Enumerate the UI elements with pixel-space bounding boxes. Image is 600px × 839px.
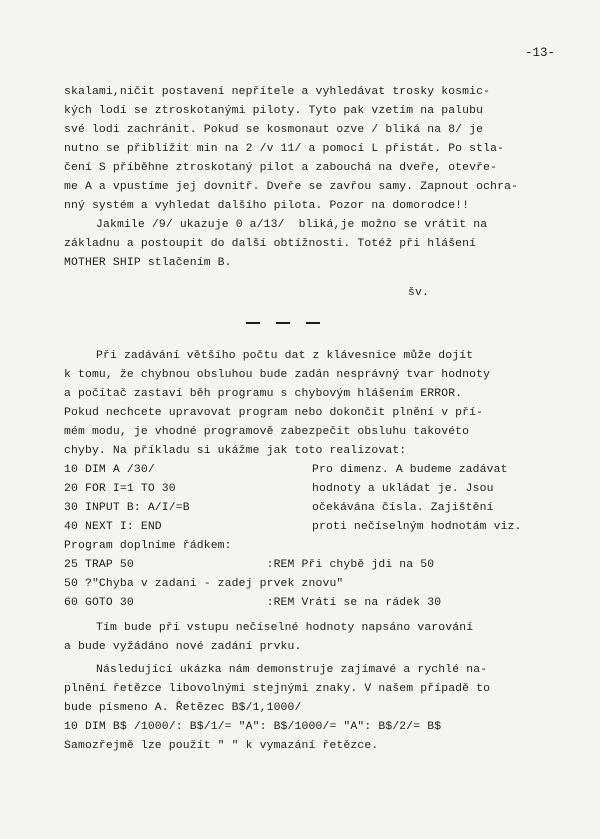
paragraph-4-line: a bude vyžádáno nové zadání prvku. <box>64 641 302 653</box>
paragraph-1-line: čení S příběhne ztroskotaný pilot a zabouchá na dveře, otevře- <box>64 162 498 174</box>
paragraph-1-line: své lodi zachránit. Pokud se kosmonaut ozve / bliká na 8/ je <box>64 124 484 136</box>
paragraph-1-line: me A a vpustíme jej dovnitř. Dveře se zavřou samy. Zapnout ochra- <box>64 181 519 193</box>
separator-dash <box>306 322 320 324</box>
paragraph-1-line: skalami,ničit postavení nepřítele a vyhledávat trosky kosmic- <box>64 86 491 98</box>
code-line: 40 NEXT I: END <box>64 521 162 533</box>
paragraph-3-line: mém modu, je vhodné programově zabezpečit obsluhu takovéto <box>64 426 470 438</box>
code-comment-line: Pro dimenz. A budeme zadávat <box>312 464 508 476</box>
code-line: 20 FOR I=1 TO 30 <box>64 483 176 495</box>
paragraph-4-line: Tím bude při vstupu nečíselné hodnoty napsáno varování <box>96 622 474 634</box>
paragraph-5-line: bude písmeno A. Řetězec B$/1,1000/ <box>64 702 302 714</box>
paragraph-3-line: k tomu, že chybnou obsluhou bude zadán nesprávný tvar hodnoty <box>64 369 491 381</box>
paragraph-2-line: základnu a postoupit do další obtížnosti. Totéž při hlášení <box>64 238 477 250</box>
code-line: 30 INPUT B: A/I/=B <box>64 502 190 514</box>
paragraph-1-line: nný systém a vyhledat dalšího pilota. Pozor na domorodce!! <box>64 200 470 212</box>
paragraph-3-line: Pokud nechcete upravovat program nebo dokončit plnění v pří- <box>64 407 484 419</box>
paragraph-2-line: Jakmile /9/ ukazuje 0 a/13/ bliká,je možno se vrátit na <box>96 219 488 231</box>
page-number: -13- <box>525 46 556 60</box>
code-line: 60 GOTO 30 :REM Vrátí se na rádek 30 <box>64 597 442 609</box>
paragraph-2-line: MOTHER SHIP stlačením B. <box>64 257 232 269</box>
paragraph-5-line: Samozřejmě lze použít " " k vymazání řetězce. <box>64 740 379 752</box>
code-comment-line: proti nečíselným hodnotám viz. <box>312 521 522 533</box>
code-comment-line: hodnoty a ukládat je. Jsou <box>312 483 494 495</box>
paragraph-3-line: chyby. Na příkladu si ukážme jak toto realizovat: <box>64 445 407 457</box>
separator-dash <box>246 322 260 324</box>
paragraph-3-line: Při zadávání většího počtu dat z klávesnice může dojít <box>96 350 474 362</box>
code-line: 25 TRAP 50 :REM Při chybě jdi na 50 <box>64 559 435 571</box>
signature: šv. <box>408 287 429 299</box>
paragraph-5-line: plnění řetězce libovolnými stejnými znaky. V našem případě to <box>64 683 491 695</box>
paragraph-1-line: kých lodí se ztroskotanými piloty. Tyto pak vzetím na palubu <box>64 105 484 117</box>
code-line: 50 ?"Chyba v zadani - zadej prvek znovu" <box>64 578 344 590</box>
program-note: Program doplníme řádkem: <box>64 540 232 552</box>
paragraph-1-line: nutno se přiblížit min na 2 /v 11/ a pomocí L přistát. Po stla- <box>64 143 505 155</box>
paragraph-5-line: Následující ukázka nám demonstruje zajímavé a rychlé na- <box>96 664 488 676</box>
paragraph-3-line: a počítač zastaví běh programu s chybovým hlášením ERROR. <box>64 388 463 400</box>
code-line: 10 DIM A /30/ <box>64 464 155 476</box>
paragraph-5-line: 10 DIM B$ /1000/: B$/1/= "A": B$/1000/= "A": B$/2/= B$ <box>64 721 442 733</box>
code-comment-line: očekávána čísla. Zajištění <box>312 502 494 514</box>
separator-dash <box>276 322 290 324</box>
